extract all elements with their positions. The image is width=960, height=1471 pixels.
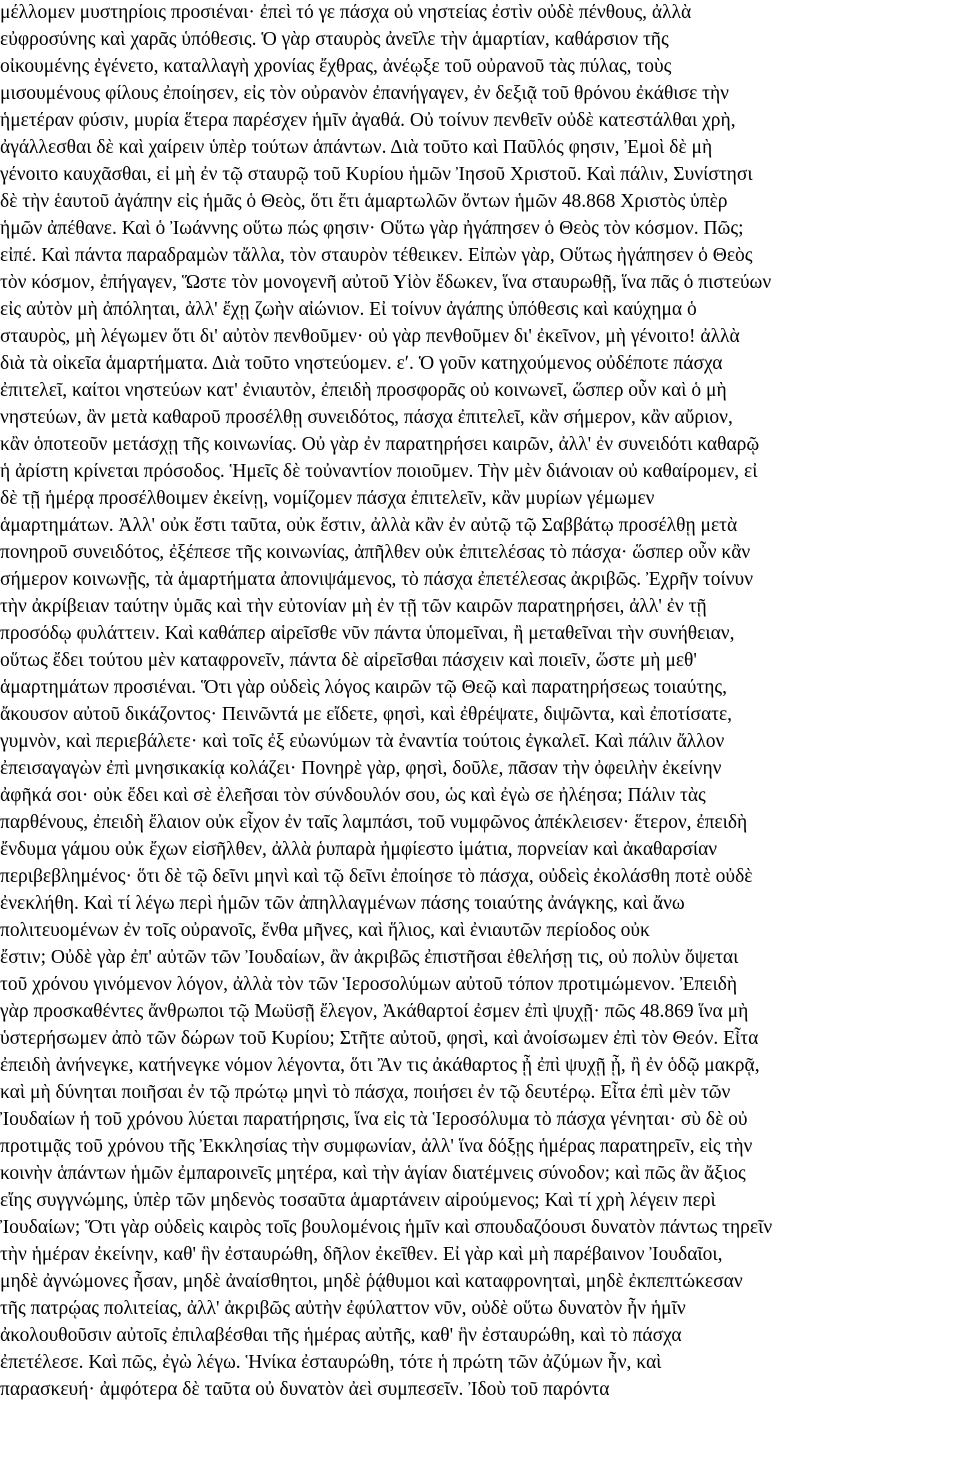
text-line: ἐπεισαγαγὼν ἐπὶ μνησικακίᾳ κολάζει· Πονηρὲ γὰρ, φησὶ, δοῦλε, πᾶσαν τὴν ὀφειλὴν ἐκείνην [0,758,722,779]
text-line: γὰρ προσκαθέντες ἄνθρωποι τῷ Μωϋσῇ ἔλεγον, Ἀκάθαρτοί ἐσμεν ἐπὶ ψυχῇ· πῶς 48.869 ἵνα μὴ [0,1001,749,1022]
text-line: ἐπειδὴ ἀνήνεγκε, κατήνεγκε νόμον λέγοντα, ὅτι Ἂν τις ἀκάθαρτος ᾖ ἐπὶ ψυχῇ ᾖ, ἢ ἐν ὁδῷ μακρᾷ, [0,1055,760,1076]
text-line: εὐφροσύνης καὶ χαρᾶς ὑπόθεσις. Ὁ γὰρ σταυρὸς ἀνεῖλε τὴν ἁμαρτίαν, καθάρσιον τῆς [0,29,669,50]
text-line: δὲ τῇ ἡμέρᾳ προσέλθοιμεν ἐκείνῃ, νομίζομεν πάσχα ἐπιτελεῖν, κἂν μυρίων γέμωμεν [0,488,655,509]
text-line: ἐπιτελεῖ, καίτοι νηστεύων κατ' ἐνιαυτὸν, ἐπειδὴ προσφορᾶς οὐ κοινωνεῖ, ὥσπερ οὖν καὶ ὁ μὴ [0,380,727,401]
text-line: ἔνδυμα γάμου οὐκ ἔχων εἰσῆλθεν, ἀλλὰ ῥυπαρὰ ἠμφίεστο ἱμάτια, πορνείαν καὶ ἀκαθαρσίαν [0,839,718,860]
text-line: ἐπετέλεσε. Καὶ πῶς, ἐγὼ λέγω. Ἡνίκα ἐσταυρώθη, τότε ἡ πρώτη τῶν ἀζύμων ἦν, καὶ [0,1352,662,1373]
text-line: Ἰουδαίων; Ὅτι γὰρ οὐδεὶς καιρὸς τοῖς βουλομένοις ἡμῖν καὶ σπουδαζόουσι δυνατὸν πάντως τηρεῖν [0,1217,773,1238]
text-line: σήμερον κοινωνῇς, τὰ ἁμαρτήματα ἀπονιψάμενος, τὸ πάσχα ἐπετέλεσας ἀκριβῶς. Ἐχρῆν τοίνυν [0,569,754,590]
text-line: παρθένους, ἐπειδὴ ἔλαιον οὐκ εἶχον ἐν ταῖς λαμπάσι, τοῦ νυμφῶνος ἀπέκλεισεν· ἕτερον, ἐπειδὴ [0,812,748,833]
text-line: τὸν κόσμον, ἐπήγαγεν, Ὥστε τὸν μονογενῆ αὐτοῦ Υἱὸν ἔδωκεν, ἵνα σταυρωθῇ, ἵνα πᾶς ὁ πιστεύων [0,272,772,293]
text-line: εἰς αὐτὸν μὴ ἀπόληται, ἀλλ' ἔχῃ ζωὴν αἰώνιον. Εἰ τοίνυν ἀγάπης ὑπόθεσις καὶ καύχημα ὁ [0,299,697,320]
text-line: οὕτως ἔδει τούτου μὲν καταφρονεῖν, πάντα δὲ αἱρεῖσθαι πάσχειν καὶ ποιεῖν, ὥστε μὴ μεθ' [0,650,697,671]
text-line: ἀφῆκά σοι· οὐκ ἔδει καὶ σὲ ἐλεῆσαι τὸν σύνδουλόν σου, ὡς καὶ ἐγὼ σε ἠλέησα; Πάλιν τὰς [0,785,706,806]
text-line: τῆς πατρῴας πολιτείας, ἀλλ' ἀκριβῶς αὐτὴν ἐφύλαττον νῦν, οὐδὲ οὕτω δυνατὸν ἦν ἡμῖν [0,1298,686,1319]
text-line: εἰπέ. Καὶ πάντα παραδραμὼν τἄλλα, τὸν σταυρὸν τέθεικεν. Εἰπὼν γὰρ, Οὕτως ἠγάπησεν ὁ Θεὸς [0,245,753,266]
text-line: μισουμένους φίλους ἐποίησεν, εἰς τὸν οὐρανὸν ἐπανήγαγεν, ἐν δεξιᾷ τοῦ θρόνου ἐκάθισε τὴν [0,83,729,104]
text-line: τὴν ἀκρίβειαν ταύτην ὑμᾶς καὶ τὴν εὐτονίαν μὴ ἐν τῇ τῶν καιρῶν παρατηρήσει, ἀλλ' ἐν τῇ [0,596,707,617]
text-line: ἡ ἀρίστη κρίνεται πρόσοδος. Ἡμεῖς δὲ τοὐναντίον ποιοῦμεν. Τὴν μὲν διάνοιαν οὐ καθαίρομεν, εἰ [0,461,758,482]
text-line: ἡμῶν ἀπέθανε. Καὶ ὁ Ἰωάννης οὕτω πώς φησιν· Οὕτω γὰρ ἠγάπησεν ὁ Θεὸς τὸν κόσμον. Πῶς; [0,218,744,239]
text-line: ἁμαρτημάτων προσιέναι. Ὅτι γὰρ οὐδεὶς λόγος καιρῶν τῷ Θεῷ καὶ παρατηρήσεως τοιαύτης, [0,677,728,698]
text-line: ἀκολουθοῦσιν αὐτοῖς ἐπιλαβέσθαι τῆς ἡμέρας αὐτῆς, καθ' ἣν ἐσταυρώθη, καὶ τὸ πάσχα [0,1325,682,1346]
text-line: κἂν ὁποτεοῦν μετάσχῃ τῆς κοινωνίας. Οὐ γὰρ ἐν παρατηρήσει καιρῶν, ἀλλ' ἐν συνειδότι καθαρῷ [0,434,760,455]
text-line: προσόδῳ φυλάττειν. Καὶ καθάπερ αἱρεῖσθε νῦν πάντα ὑπομεῖναι, ἢ μεταθεῖναι τὴν συνήθειαν, [0,623,735,644]
text-line: τοῦ χρόνου γινόμενον λόγον, ἀλλὰ τὸν τῶν Ἱεροσολύμων αὐτοῦ τόπον προτιμώμενον. Ἐπειδὴ [0,974,738,995]
text-line: οἰκουμένης ἐγένετο, καταλλαγὴ χρονίας ἔχθρας, ἀνέῳξε τοῦ οὐρανοῦ τὰς πύλας, τοὺς [0,56,672,77]
text-line: γυμνὸν, καὶ περιεβάλετε· καὶ τοῖς ἐξ εὐωνύμων τὰ ἐναντία τούτοις ἐγκαλεῖ. Καὶ πάλιν ἄλλον [0,731,725,752]
text-line: μέλλομεν μυστηρίοις προσιέναι· ἐπεὶ τό γε πάσχα οὐ νηστείας ἐστὶν οὐδὲ πένθους, ἀλλὰ [0,2,692,23]
text-line: νηστεύων, ἂν μετὰ καθαροῦ προσέλθῃ συνειδότος, πάσχα ἐπιτελεῖ, κἂν σήμερον, κἂν αὔριον, [0,407,733,428]
text-line: ἀγάλλεσθαι δὲ καὶ χαίρειν ὑπὲρ τούτων ἁπάντων. Διὰ τοῦτο καὶ Παῦλός φησιν, Ἐμοὶ δὲ μὴ [0,137,713,158]
text-line: γένοιτο καυχᾶσθαι, εἰ μὴ ἐν τῷ σταυρῷ τοῦ Κυρίου ἡμῶν Ἰησοῦ Χριστοῦ. Καὶ πάλιν, Συνίστησι [0,164,753,185]
text-line: παρασκευή· ἀμφότερα δὲ ταῦτα οὐ δυνατὸν ἀεὶ συμπεσεῖν. Ἰδοὺ τοῦ παρόντα [0,1379,610,1400]
text-line: δὲ τὴν ἑαυτοῦ ἀγάπην εἰς ἡμᾶς ὁ Θεὸς, ὅτι ἔτι ἁμαρτωλῶν ὄντων ἡμῶν 48.868 Χριστὸς ὑπὲρ [0,191,728,212]
text-line: πολιτευομένων ἐν τοῖς οὐρανοῖς, ἔνθα μῆνες, καὶ ἥλιος, καὶ ἐνιαυτῶν περίοδος οὐκ [0,920,650,941]
text-line: προτιμᾷς τοῦ χρόνου τῆς Ἐκκλησίας τὴν συμφωνίαν, ἀλλ' ἵνα δόξῃς ἡμέρας παρατηρεῖν, εἰς τὴν [0,1136,753,1157]
text-line: ὑστερήσωμεν ἀπὸ τῶν δώρων τοῦ Κυρίου; Στῆτε αὐτοῦ, φησὶ, καὶ ἀνοίσωμεν ἐπὶ τὸν Θεόν. Εἶτα [0,1028,759,1049]
text-line: ἄκουσον αὐτοῦ δικάζοντος· Πεινῶντά με εἴδετε, φησὶ, καὶ ἐθρέψατε, διψῶντα, καὶ ἐποτίσατε, [0,704,733,725]
text-line: κοινὴν ἁπάντων ἡμῶν ἐμπαροινεῖς μητέρα, καὶ τὴν ἁγίαν διατέμνεις σύνοδον; καὶ πῶς ἂν ἄξιος [0,1163,746,1184]
text-line: πονηροῦ συνειδότος, ἐξέπεσε τῆς κοινωνίας, ἀπῆλθεν οὐκ ἐπιτελέσας τὸ πάσχα· ὥσπερ οὖν κἂν [0,542,751,563]
text-line: τὴν ἡμέραν ἐκείνην, καθ' ἣν ἐσταυρώθη, δῆλον ἐκεῖθεν. Εἰ γὰρ καὶ μὴ παρέβαινον Ἰουδαῖοι, [0,1244,723,1265]
text-line: Ἰουδαίων ἡ τοῦ χρόνου λύεται παρατήρησις, ἵνα εἰς τὰ Ἱεροσόλυμα τὸ πάσχα γένηται· σὺ δὲ οὐ [0,1109,748,1130]
text-line: σταυρὸς, μὴ λέγωμεν ὅτι δι' αὐτὸν πενθοῦμεν· οὐ γὰρ πενθοῦμεν δι' ἐκεῖνον, μὴ γένοιτο! ἀλλὰ [0,326,740,347]
text-line: μηδὲ ἀγνώμονες ἦσαν, μηδὲ ἀναίσθητοι, μηδὲ ῥᾴθυμοι καὶ καταφρονηταὶ, μηδὲ ἐκπεπτώκεσαν [0,1271,743,1292]
text-line: ἐνεκλήθη. Καὶ τί λέγω περὶ ἡμῶν τῶν ἀπηλλαγμένων πάσης τοιαύτης ἀνάγκης, καὶ ἄνω [0,893,685,914]
text-line: εἴης συγγνώμης, ὑπὲρ τῶν μηδενὸς τοσαῦτα ἁμαρτάνειν αἱρούμενος; Καὶ τί χρὴ λέγειν περὶ [0,1190,716,1211]
text-line: καὶ μὴ δύνηται ποιῆσαι ἐν τῷ πρώτῳ μηνὶ τὸ πάσχα, ποιήσει ἐν τῷ δευτέρῳ. Εἶτα ἐπὶ μὲν τῶν [0,1082,731,1103]
text-line: ἡμετέραν φύσιν, μυρία ἕτερα παρέσχεν ἡμῖν ἀγαθά. Οὐ τοίνυν πενθεῖν οὐδὲ κατεστάλθαι χρὴ, [0,110,736,131]
text-line: περιβεβλημένος· ὅτι δὲ τῷ δεῖνι μηνὶ καὶ τῷ δεῖνι ἐποίησε τὸ πάσχα, οὐδεὶς ἐκολάσθη ποτὲ οὐδὲ [0,866,753,887]
text-line: διὰ τὰ οἰκεῖα ἁμαρτήματα. Διὰ τοῦτο νηστεύομεν. εʹ. Ὁ γοῦν κατηχούμενος οὐδέποτε πάσχα [0,353,723,374]
text-line: ἔστιν; Οὐδὲ γὰρ ἐπ' αὐτῶν τῶν Ἰουδαίων, ἂν ἀκριβῶς ἐπιστῆσαι ἐθελήσῃ τις, οὐ πολὺν ὄψεται [0,947,739,968]
text-line: ἁμαρτημάτων. Ἀλλ' οὐκ ἔστι ταῦτα, οὐκ ἔστιν, ἀλλὰ κἂν ἐν αὐτῷ τῷ Σαββάτῳ προσέλθῃ μετὰ [0,515,738,536]
